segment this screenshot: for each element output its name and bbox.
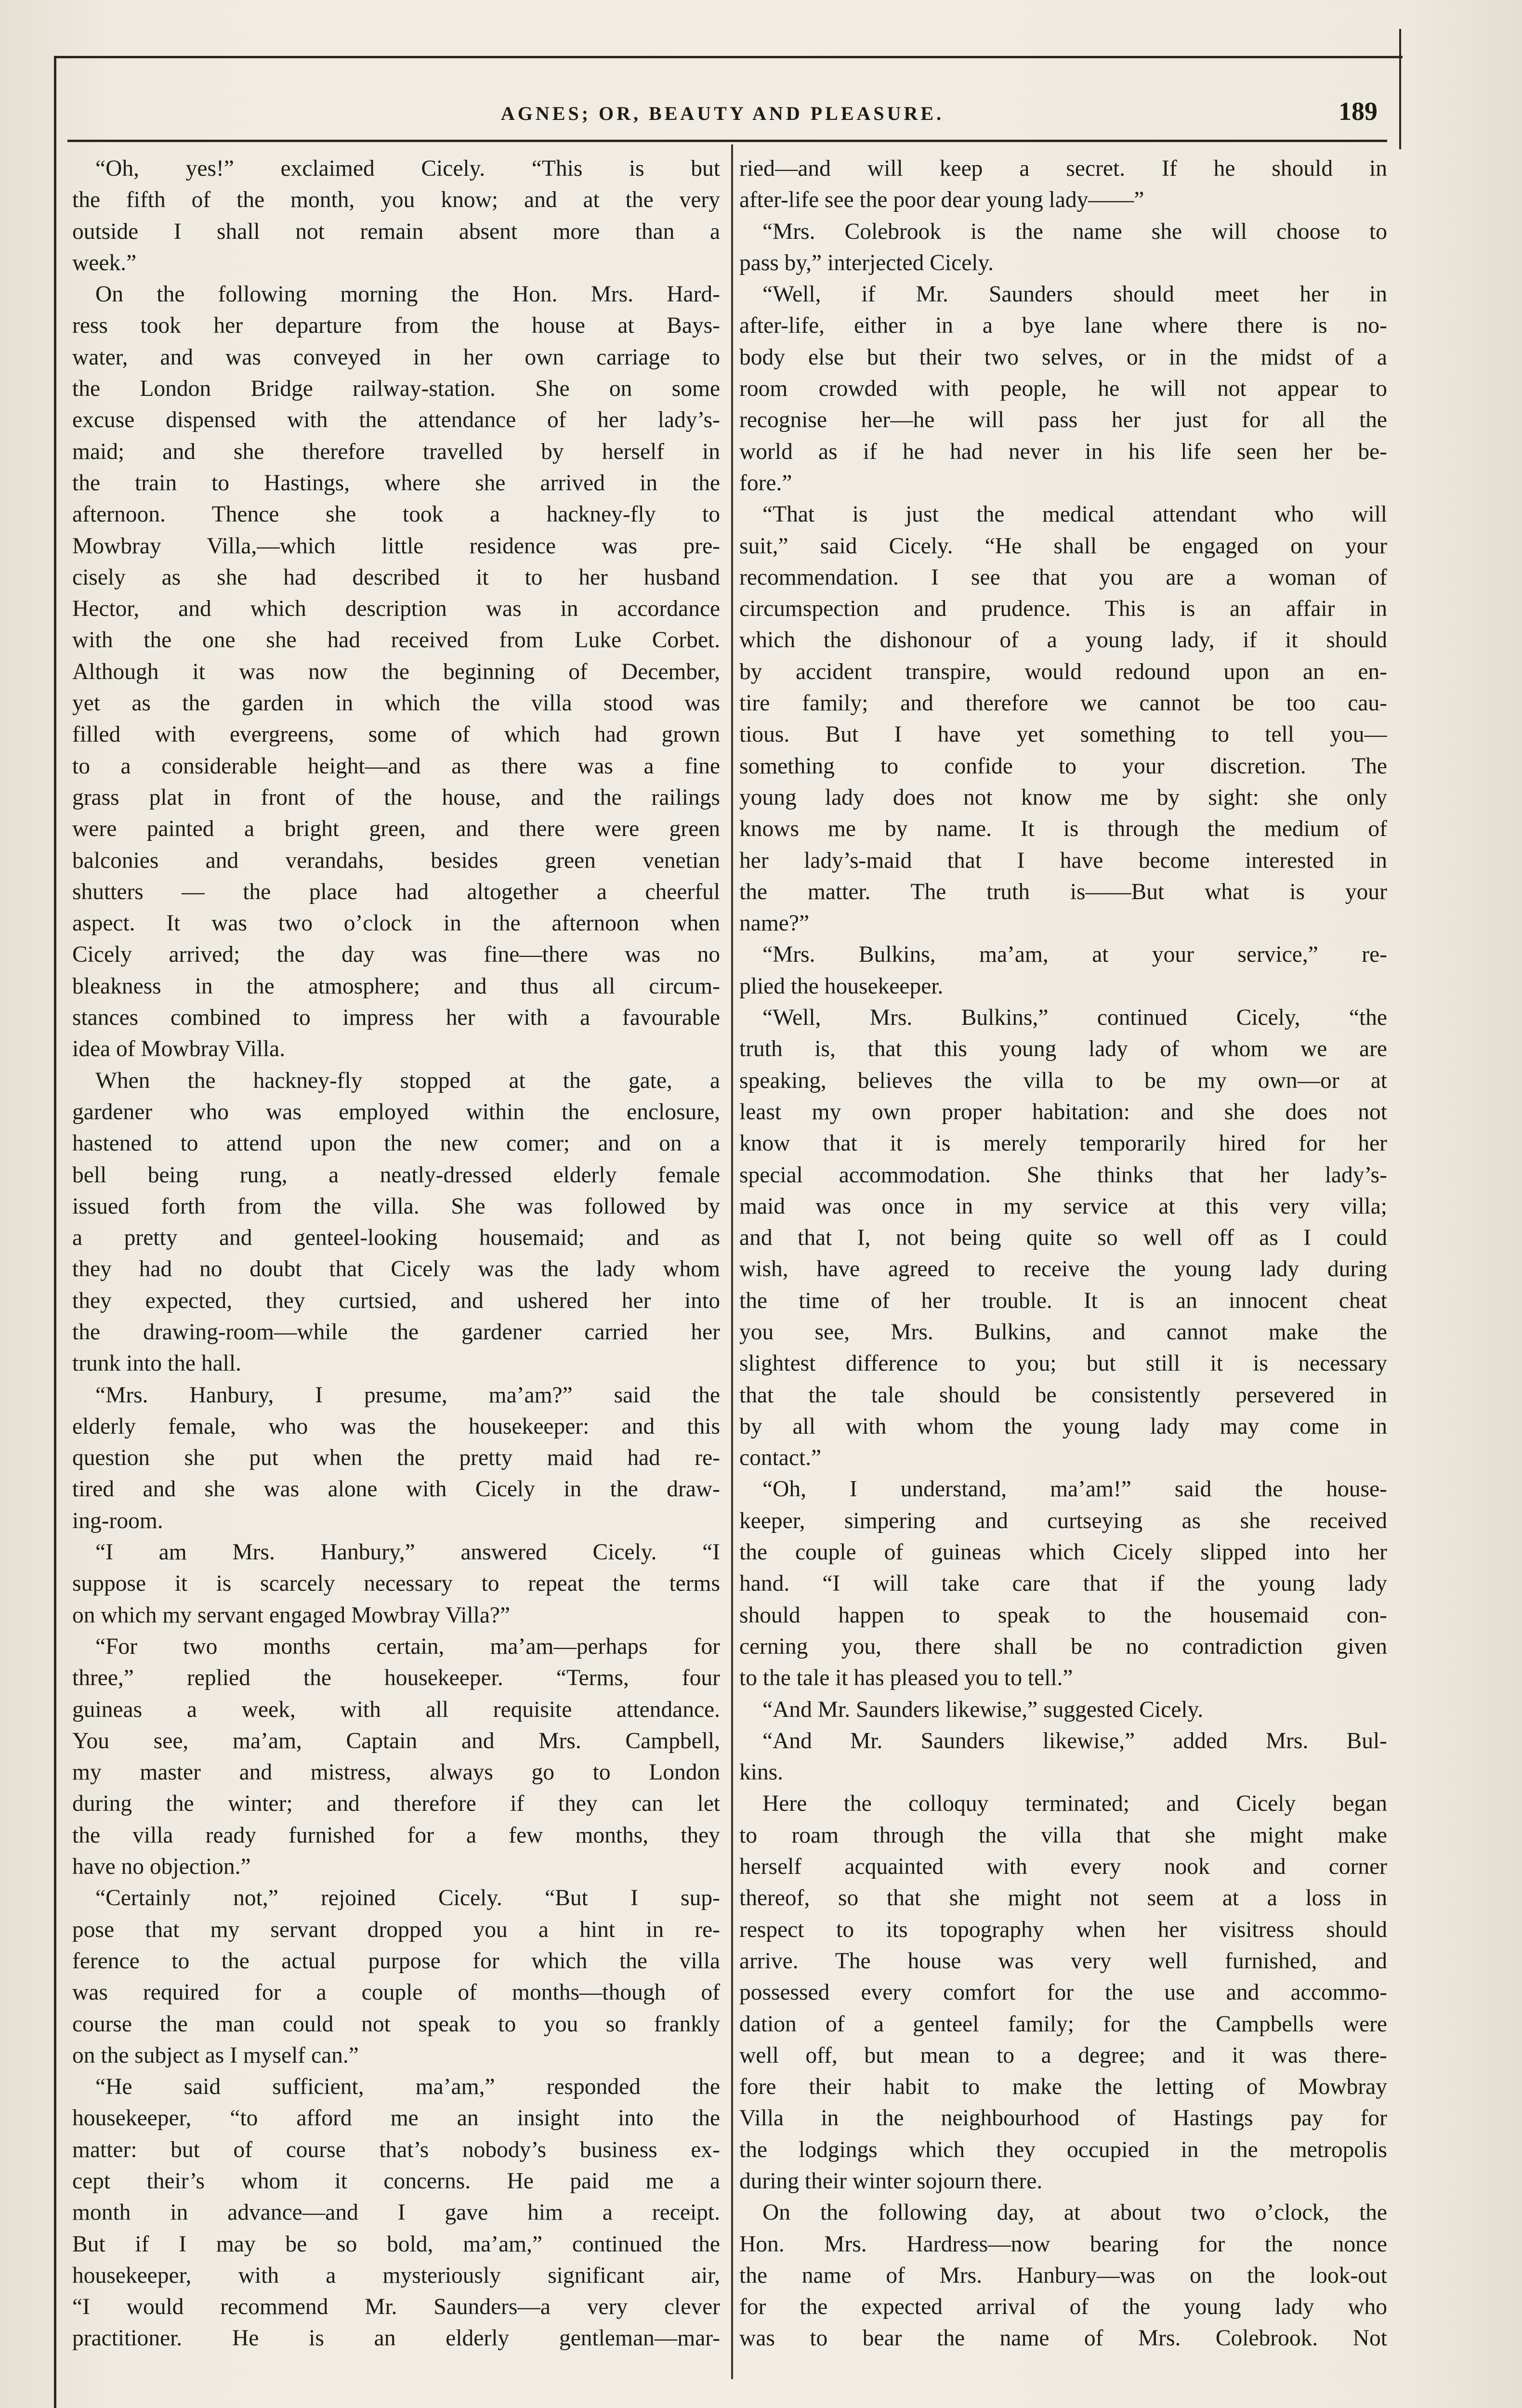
text-line: “Mrs. Hanbury, I presume, ma’am?” said the bbox=[95, 1382, 720, 1408]
text-line: by accident transpire, would redound upon an en- bbox=[739, 659, 1387, 684]
text-line: speaking, believes the villa to be my own—or at bbox=[739, 1068, 1387, 1093]
text-line: tious. But I have yet something to tell you— bbox=[739, 722, 1387, 747]
text-line: week.” bbox=[72, 250, 137, 275]
text-line: Hon. Mrs. Hardress—now bearing for the nonce bbox=[739, 2231, 1387, 2257]
text-line: “Oh, yes!” exclaimed Cicely. “This is but bbox=[95, 156, 720, 181]
text-line: the train to Hastings, where she arrived in the bbox=[72, 470, 720, 496]
text-line: knows me by name. It is through the medium of bbox=[739, 816, 1387, 842]
text-line: that the tale should be consistently persevered in bbox=[739, 1382, 1387, 1408]
text-line: suit,” said Cicely. “He shall be engaged on your bbox=[739, 533, 1387, 559]
top-border-rule bbox=[54, 56, 1403, 58]
text-line: to a considerable height—and as there was a fine bbox=[72, 753, 720, 779]
text-line: ried—and will keep a secret. If he should in bbox=[739, 156, 1387, 181]
text-line: yet as the garden in which the villa stood was bbox=[72, 691, 720, 716]
text-line: Villa in the neighbourhood of Hastings pay for bbox=[739, 2106, 1387, 2131]
text-line: world as if he had never in his life seen her be- bbox=[739, 439, 1387, 464]
text-line: cept their’s whom it concerns. He paid me a bbox=[72, 2169, 720, 2194]
text-line: matter: but of course that’s nobody’s business ex- bbox=[72, 2137, 720, 2162]
text-line: by all with whom the young lady may come in bbox=[739, 1413, 1387, 1439]
text-line: they had no doubt that Cicely was the lady whom bbox=[72, 1256, 720, 1282]
running-title: AGNES; OR, BEAUTY AND PLEASURE. bbox=[500, 103, 945, 124]
text-line: the London Bridge railway-station. She on some bbox=[72, 376, 720, 402]
text-line: after-life, either in a bye lane where there is no- bbox=[739, 313, 1387, 339]
text-line: was required for a couple of months—though of bbox=[72, 1980, 720, 2005]
text-line: respect to its topography when her visitress should bbox=[739, 1917, 1387, 1942]
text-line: tired and she was alone with Cicely in the draw- bbox=[72, 1477, 720, 1502]
text-line: On the following day, at about two o’clock, the bbox=[762, 2200, 1387, 2225]
left-border-rule bbox=[54, 58, 56, 2408]
text-line: should happen to speak to the housemaid con- bbox=[739, 1602, 1387, 1628]
text-line: “I would recommend Mr. Saunders—a very clever bbox=[72, 2294, 720, 2320]
text-line: were painted a bright green, and there were green bbox=[72, 816, 720, 842]
text-line: ing-room. bbox=[72, 1508, 163, 1533]
text-line: the villa ready furnished for a few months, they bbox=[72, 1822, 720, 1848]
text-column-right bbox=[739, 153, 1387, 2355]
text-line: gardener who was employed within the enclosure, bbox=[72, 1099, 720, 1125]
text-line: kins. bbox=[739, 1760, 784, 1785]
text-line: water, and was conveyed in her own carriage to bbox=[72, 344, 720, 370]
text-line: outside I shall not remain absent more than a bbox=[72, 219, 720, 244]
text-line: dation of a genteel family; for the Campbells were bbox=[739, 2011, 1387, 2037]
text-line: was to bear the name of Mrs. Colebrook. Not bbox=[739, 2326, 1387, 2351]
text-line: grass plat in front of the house, and the railings bbox=[72, 785, 720, 810]
text-line: the lodgings which they occupied in the metropolis bbox=[739, 2137, 1387, 2162]
text-line: “I am Mrs. Hanbury,” answered Cicely. “I bbox=[95, 1540, 720, 1565]
text-line: maid was once in my service at this very villa; bbox=[739, 1193, 1387, 1219]
text-line: plied the housekeeper. bbox=[739, 973, 944, 999]
text-line: fore their habit to make the letting of Mowbray bbox=[739, 2074, 1387, 2100]
text-line: on which my servant engaged Mowbray Villa?” bbox=[72, 1602, 511, 1628]
text-line: pass by,” interjected Cicely. bbox=[739, 250, 994, 275]
text-column-left bbox=[72, 153, 720, 2355]
text-line: “He said sufficient, ma’am,” responded the bbox=[95, 2074, 720, 2100]
text-line: contact.” bbox=[739, 1445, 822, 1471]
right-border-rule bbox=[1399, 29, 1401, 149]
text-line: excuse dispensed with the attendance of her lady’s- bbox=[72, 407, 720, 433]
text-line: they expected, they curtsied, and ushered her into bbox=[72, 1288, 720, 1313]
text-line: young lady does not know me by sight: she only bbox=[739, 785, 1387, 810]
text-line: Hector, and which description was in accordance bbox=[72, 596, 720, 622]
text-line: On the following morning the Hon. Mrs. Hard- bbox=[95, 282, 720, 307]
text-line: a pretty and genteel-looking housemaid; and as bbox=[72, 1225, 720, 1251]
text-line: elderly female, who was the housekeeper: and this bbox=[72, 1413, 720, 1439]
text-line: have no objection.” bbox=[72, 1854, 251, 1880]
text-line: “And Mr. Saunders likewise,” suggested Cicely. bbox=[762, 1697, 1204, 1722]
text-line: the couple of guineas which Cicely slipped into her bbox=[739, 1540, 1387, 1565]
text-line: and that I, not being quite so well off as I could bbox=[739, 1225, 1387, 1251]
text-line: cerning you, there shall be no contradiction given bbox=[739, 1634, 1387, 1659]
text-line: housekeeper, with a mysteriously significant air, bbox=[72, 2263, 720, 2288]
text-line: bell being rung, a neatly-dressed elderly female bbox=[72, 1162, 720, 1188]
text-line: thereof, so that she might not seem at a loss in bbox=[739, 1885, 1387, 1911]
text-line: Cicely arrived; the day was fine—there was no bbox=[72, 942, 720, 968]
text-line: hastened to attend upon the new comer; and on a bbox=[72, 1131, 720, 1156]
text-line: “Well, Mrs. Bulkins,” continued Cicely, “the bbox=[762, 1005, 1387, 1031]
text-line: room crowded with people, he will not appear to bbox=[739, 376, 1387, 402]
text-line: the drawing-room—while the gardener carried her bbox=[72, 1319, 720, 1345]
text-line: my master and mistress, always go to London bbox=[72, 1760, 720, 1785]
text-line: after-life see the poor dear young lady——” bbox=[739, 187, 1144, 213]
column-divider bbox=[731, 144, 733, 2379]
text-line: trunk into the hall. bbox=[72, 1351, 241, 1376]
text-line: for the expected arrival of the young lady who bbox=[739, 2294, 1387, 2320]
text-line: pose that my servant dropped you a hint in re- bbox=[72, 1917, 720, 1942]
text-line: “Oh, I understand, ma’am!” said the house- bbox=[762, 1477, 1387, 1502]
text-line: ference to the actual purpose for which the villa bbox=[72, 1948, 720, 1974]
text-line: during their winter sojourn there. bbox=[739, 2169, 1043, 2194]
text-line: possessed every comfort for the use and accommo- bbox=[739, 1980, 1387, 2005]
text-line: wish, have agreed to receive the young lady during bbox=[739, 1256, 1387, 1282]
text-line: aspect. It was two o’clock in the afternoon when bbox=[72, 911, 720, 936]
text-line: month in advance—and I gave him a receipt. bbox=[72, 2200, 720, 2225]
text-line: course the man could not speak to you so frankly bbox=[72, 2011, 720, 2037]
text-line: bleakness in the atmosphere; and thus all circum- bbox=[72, 973, 720, 999]
text-line: “That is just the medical attendant who will bbox=[762, 502, 1387, 527]
text-line: to roam through the villa that she might make bbox=[739, 1822, 1387, 1848]
text-line: tire family; and therefore we cannot be too cau- bbox=[739, 691, 1387, 716]
text-line: something to confide to your discretion. The bbox=[739, 753, 1387, 779]
text-line: You see, ma’am, Captain and Mrs. Campbell, bbox=[72, 1728, 720, 1754]
text-line: ress took her departure from the house at Bays- bbox=[72, 313, 720, 339]
text-line: to the tale it has pleased you to tell.” bbox=[739, 1665, 1073, 1691]
text-line: her lady’s-maid that I have become interested in bbox=[739, 848, 1387, 873]
text-line: afternoon. Thence she took a hackney-fly to bbox=[72, 502, 720, 527]
text-line: the fifth of the month, you know; and at the very bbox=[72, 187, 720, 213]
text-line: When the hackney-fly stopped at the gate, a bbox=[95, 1068, 720, 1093]
text-line: the matter. The truth is——But what is your bbox=[739, 879, 1387, 904]
text-line: know that it is merely temporarily hired for her bbox=[739, 1131, 1387, 1156]
text-line: “For two months certain, ma’am—perhaps for bbox=[95, 1634, 720, 1659]
text-line: Although it was now the beginning of December, bbox=[72, 659, 720, 684]
text-line: truth is, that this young lady of whom we are bbox=[739, 1036, 1387, 1062]
text-line: least my own proper habitation: and she does not bbox=[739, 1099, 1387, 1125]
text-line: shutters — the place had altogether a cheerful bbox=[72, 879, 720, 904]
text-line: stances combined to impress her with a favourable bbox=[72, 1005, 720, 1031]
text-line: “Well, if Mr. Saunders should meet her in bbox=[762, 282, 1387, 307]
text-line: recognise her—he will pass her just for all the bbox=[739, 407, 1387, 433]
text-line: body else but their two selves, or in the midst of a bbox=[739, 344, 1387, 370]
text-line: filled with evergreens, some of which had grown bbox=[72, 722, 720, 747]
text-line: hand. “I will take care that if the young lady bbox=[739, 1571, 1387, 1597]
text-line: cisely as she had described it to her husband bbox=[72, 564, 720, 590]
text-line: circumspection and prudence. This is an affair in bbox=[739, 596, 1387, 622]
text-line: herself acquainted with every nook and corner bbox=[739, 1854, 1387, 1880]
text-line: arrive. The house was very well furnished, and bbox=[739, 1948, 1387, 1974]
text-line: well off, but mean to a degree; and it was there- bbox=[739, 2042, 1387, 2068]
text-line: “And Mr. Saunders likewise,” added Mrs. Bul- bbox=[762, 1728, 1387, 1754]
text-line: slightest difference to you; but still it is necessary bbox=[739, 1351, 1387, 1376]
text-line: keeper, simpering and curtseying as she received bbox=[739, 1508, 1387, 1533]
text-line: recommendation. I see that you are a woman of bbox=[739, 564, 1387, 590]
text-line: you see, Mrs. Bulkins, and cannot make the bbox=[739, 1319, 1387, 1345]
text-line: special accommodation. She thinks that her lady’s- bbox=[739, 1162, 1387, 1188]
text-line: question she put when the pretty maid had re- bbox=[72, 1445, 720, 1471]
text-line: But if I may be so bold, ma’am,” continued the bbox=[72, 2231, 720, 2257]
text-line: “Mrs. Colebrook is the name she will choose to bbox=[762, 219, 1387, 244]
text-line: “Certainly not,” rejoined Cicely. “But I sup- bbox=[95, 1885, 720, 1911]
text-line: on the subject as I myself can.” bbox=[72, 2042, 359, 2068]
header-rule bbox=[67, 140, 1387, 142]
text-line: with the one she had received from Luke Corbet. bbox=[72, 628, 720, 653]
text-line: balconies and verandahs, besides green venetian bbox=[72, 848, 720, 873]
text-line: the time of her trouble. It is an innocent cheat bbox=[739, 1288, 1387, 1313]
text-line: name?” bbox=[739, 911, 810, 936]
text-line: which the dishonour of a young lady, if it should bbox=[739, 628, 1387, 653]
text-line: suppose it is scarcely necessary to repeat the terms bbox=[72, 1571, 720, 1597]
text-line: during the winter; and therefore if they can let bbox=[72, 1791, 720, 1817]
text-line: “Mrs. Bulkins, ma’am, at your service,” re- bbox=[762, 942, 1387, 968]
page-header bbox=[67, 96, 1387, 140]
text-line: idea of Mowbray Villa. bbox=[72, 1036, 286, 1062]
text-line: guineas a week, with all requisite attendance. bbox=[72, 1697, 720, 1722]
page-number: 189 bbox=[1338, 97, 1378, 126]
text-line: Here the colloquy terminated; and Cicely began bbox=[762, 1791, 1387, 1817]
text-line: fore.” bbox=[739, 470, 792, 496]
text-line: issued forth from the villa. She was followed by bbox=[72, 1193, 720, 1219]
text-line: practitioner. He is an elderly gentleman—mar- bbox=[72, 2326, 720, 2351]
text-line: maid; and she therefore travelled by herself in bbox=[72, 439, 720, 464]
text-line: the name of Mrs. Hanbury—was on the look-out bbox=[739, 2263, 1387, 2288]
text-line: Mowbray Villa,—which little residence was pre- bbox=[72, 533, 720, 559]
text-line: three,” replied the housekeeper. “Terms, four bbox=[72, 1665, 720, 1691]
text-line: housekeeper, “to afford me an insight into the bbox=[72, 2106, 720, 2131]
